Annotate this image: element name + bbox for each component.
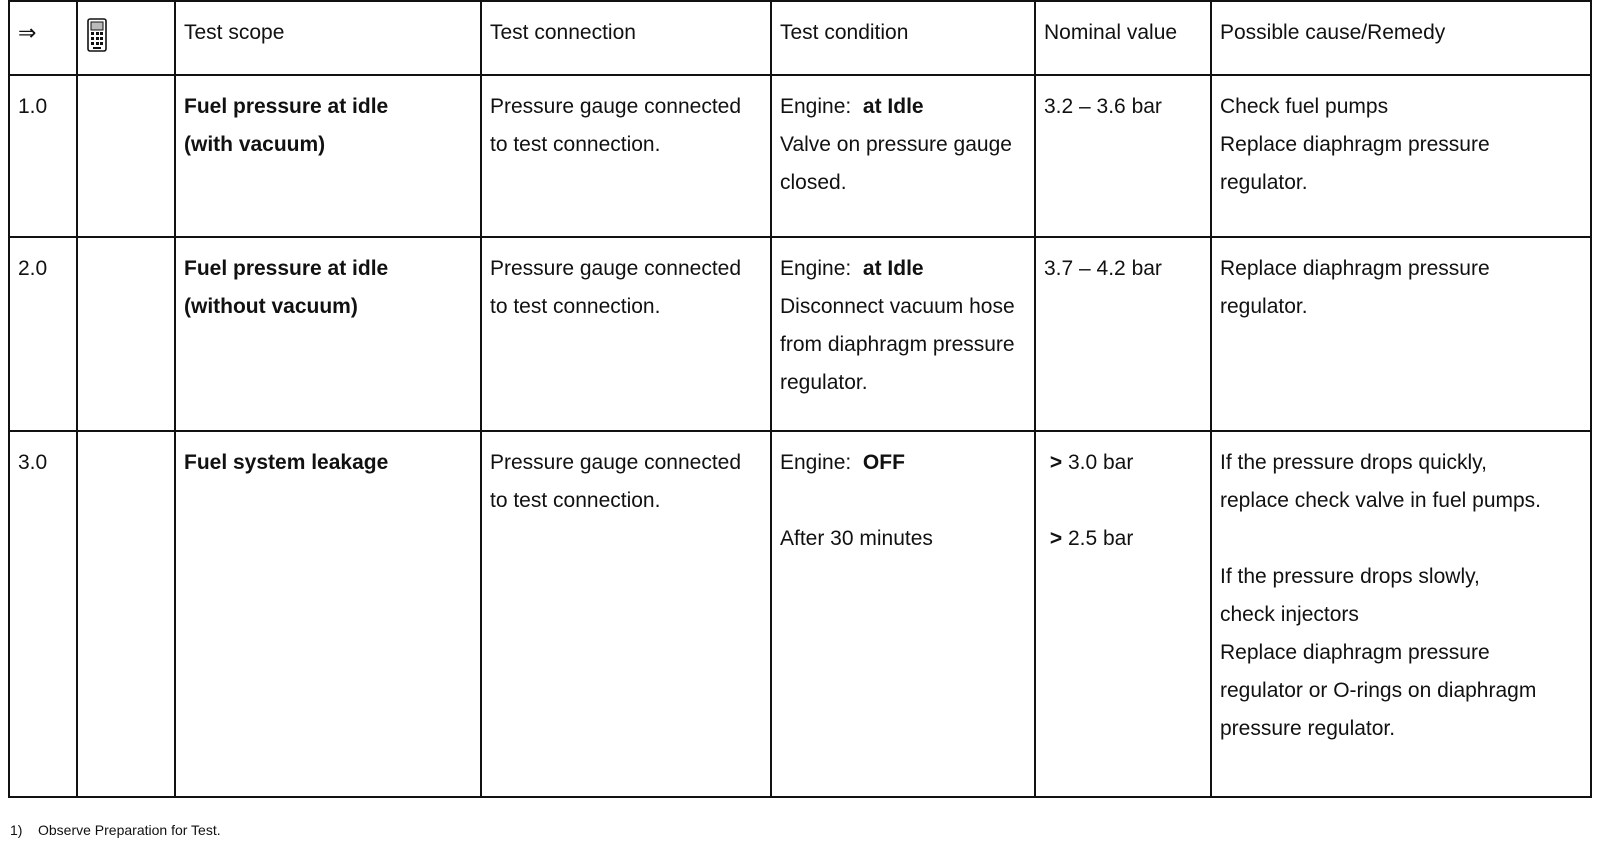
header-arrow (9, 1, 77, 75)
footnote-number: 1) (10, 822, 23, 838)
connection-line: Pressure gauge connected (490, 95, 742, 118)
remedy-line: regulator. (1220, 295, 1308, 318)
spacer (1220, 520, 1582, 558)
condition-after-line: After 30 minutes (780, 527, 933, 550)
step-number: 1.0 (9, 75, 77, 237)
connection-line: to test connection. (490, 295, 661, 318)
connection-line: to test connection. (490, 133, 661, 156)
remedy-line: If the pressure drops slowly, (1220, 565, 1480, 588)
remedy-cell (1211, 431, 1591, 797)
scope-line: Fuel system leakage (184, 451, 389, 474)
scope-line: (without vacuum) (184, 295, 358, 318)
scope-line: (with vacuum) (184, 133, 326, 156)
nominal-value-line (1044, 520, 1202, 558)
remedy-cell (1211, 237, 1591, 431)
footnote (10, 822, 221, 838)
footnote-text: Observe Preparation for Test. (38, 822, 221, 838)
test-scope-cell (175, 237, 481, 431)
condition-line: Disconnect vacuum hose (780, 295, 1015, 318)
remedy-line: pressure regulator. (1220, 717, 1396, 740)
nominal-value: 3.0 bar (1067, 451, 1134, 474)
condition-value: at Idle (862, 257, 924, 280)
remedy-line: Replace diaphragm pressure (1220, 641, 1490, 664)
nominal-value-line (1044, 444, 1202, 482)
header-test-condition: Test condition (771, 1, 1035, 75)
remedy-line: If the pressure drops quickly, (1220, 451, 1487, 474)
condition-prefix: Engine: (780, 257, 863, 280)
header-test-connection: Test connection (481, 1, 771, 75)
header-remedy: Possible cause/Remedy (1211, 1, 1591, 75)
remedy-cell (1211, 75, 1591, 237)
test-scope-cell (175, 75, 481, 237)
test-condition-cell (771, 75, 1035, 237)
scope-line: Fuel pressure at idle (184, 95, 389, 118)
spacer (780, 482, 1026, 520)
test-table-frame (8, 0, 1590, 818)
remedy-line: regulator or O-rings on diaphragm (1220, 679, 1537, 702)
nominal-value-cell: 3.2 – 3.6 bar (1035, 75, 1211, 237)
condition-line: Valve on pressure gauge (780, 133, 1012, 156)
remedy-line: Check fuel pumps (1220, 95, 1389, 118)
connection-line: to test connection. (490, 489, 661, 512)
header-tester (77, 1, 175, 75)
remedy-line: Replace diaphragm pressure (1220, 257, 1490, 280)
table-row (9, 431, 1591, 797)
condition-engine-line (780, 250, 1026, 288)
nominal-value: 2.5 bar (1067, 527, 1134, 550)
greater-than-symbol: > (1049, 451, 1063, 474)
test-condition-cell (771, 237, 1035, 431)
remedy-line: check injectors (1220, 603, 1359, 626)
scope-line: Fuel pressure at idle (184, 257, 389, 280)
step-number: 2.0 (9, 237, 77, 431)
header-test-scope: Test scope (175, 1, 481, 75)
table-header-row (9, 1, 1591, 75)
arrow-icon: ⇒ (18, 20, 37, 45)
greater-than-symbol: > (1049, 527, 1063, 550)
remedy-line: regulator. (1220, 171, 1308, 194)
connection-line: Pressure gauge connected (490, 257, 742, 280)
test-condition-cell (771, 431, 1035, 797)
condition-engine-line (780, 88, 1026, 126)
test-connection-cell (481, 431, 771, 797)
condition-line: from diaphragm pressure (780, 333, 1015, 356)
remedy-line: Replace diaphragm pressure (1220, 133, 1490, 156)
condition-prefix: Engine: (780, 95, 863, 118)
condition-line: regulator. (780, 371, 868, 394)
test-connection-cell (481, 75, 771, 237)
test-scope-cell (175, 431, 481, 797)
condition-engine-line (780, 444, 1026, 482)
tester-cell (77, 431, 175, 797)
connection-line: Pressure gauge connected (490, 451, 742, 474)
spacer (1044, 482, 1202, 520)
condition-value: OFF (862, 451, 905, 474)
nominal-value-cell (1035, 431, 1211, 797)
table-row (9, 237, 1591, 431)
condition-value: at Idle (862, 95, 924, 118)
tester-cell (77, 237, 175, 431)
header-nominal-value: Nominal value (1035, 1, 1211, 75)
remedy-line: replace check valve in fuel pumps. (1220, 489, 1541, 512)
test-connection-cell (481, 237, 771, 431)
table-row (9, 75, 1591, 237)
condition-prefix: Engine: (780, 451, 863, 474)
step-number: 3.0 (9, 431, 77, 797)
fuel-pressure-test-table (8, 0, 1592, 798)
tester-cell (77, 75, 175, 237)
nominal-value-cell: 3.7 – 4.2 bar (1035, 237, 1211, 431)
tester-device-icon (86, 18, 108, 52)
condition-line: closed. (780, 171, 847, 194)
